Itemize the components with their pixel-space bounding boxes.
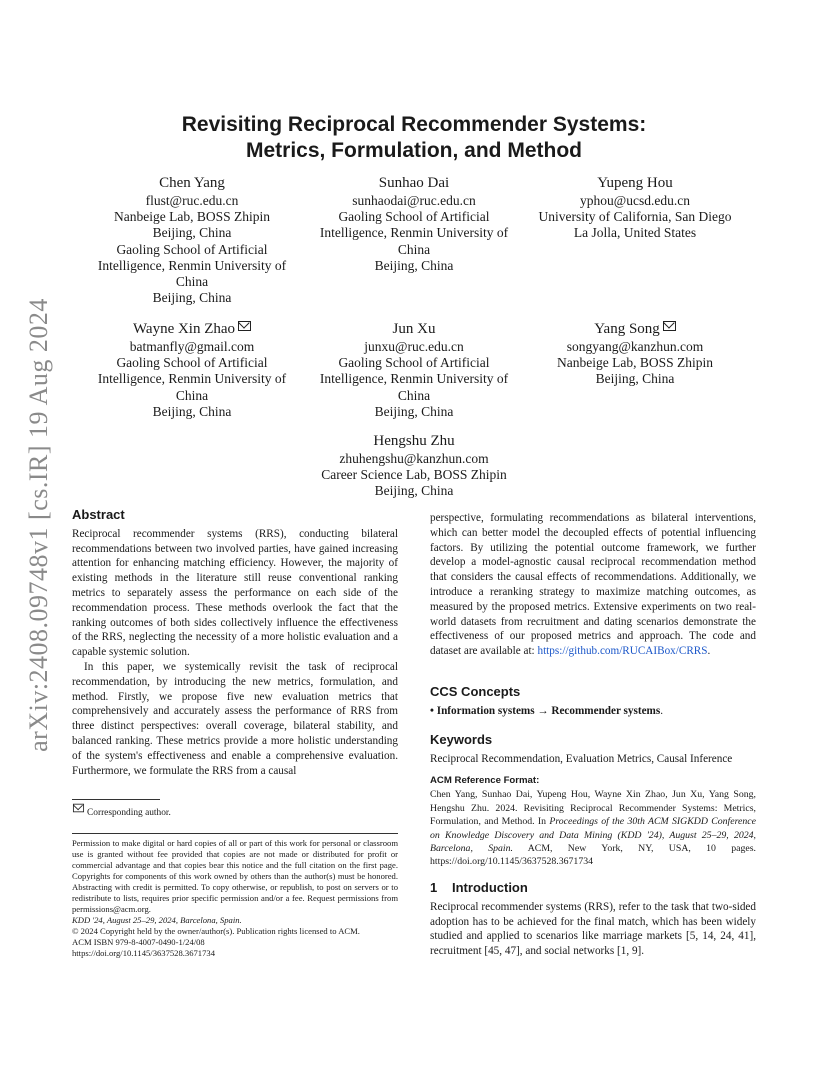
- permission-text: Permission to make digital or hard copies of all or part of this work for personal or classroom use is granted without fee provided that copies are not made or distributed for profit or commercial advantage and that copies bear this notice and the full citation on the first page. Copyrights for components of this work owned by others than the author(s) must be honored. Abstracting with credit is permitted. To copy otherwise, or republish, to post on servers or to redistribute to lists, requires prior specific permission and/or a fee. Request permissions from permissions@acm.org.: [72, 838, 398, 914]
- author-email: sunhaodai@ruc.edu.cn: [352, 193, 476, 208]
- author-affiliation: Gaoling School of Artificial: [116, 241, 268, 257]
- author-block-5: [314, 320, 514, 420]
- author-location: Beijing, China: [152, 225, 232, 241]
- author-name: Jun Xu: [392, 321, 436, 337]
- author-location: Beijing, China: [374, 403, 454, 419]
- isbn-line: ACM ISBN 979-8-4007-0490-1/24/08: [72, 937, 205, 947]
- permission-divider: [72, 833, 398, 834]
- keywords-section: [430, 733, 756, 767]
- venue-line: KDD '24, August 25–29, 2024, Barcelona, Spain.: [72, 915, 242, 925]
- author-location: Beijing, China: [595, 371, 675, 387]
- author-affiliation: China: [397, 387, 431, 403]
- author-name: Hengshu Zhu: [373, 433, 455, 449]
- introduction-heading-row: [430, 881, 756, 896]
- introduction-paragraph: Reciprocal recommender systems (RRS), refer to the task that two-sided adoption has to be achieved for the final match, which has been widely studied and applied to scenarios like marriage markets [5, 14, 24, 41], recruitment [45, 47], and social networks [1, 9].: [430, 900, 756, 958]
- author-name: Yang Song: [594, 321, 660, 337]
- title-line-1: Revisiting Reciprocal Recommender Systems:: [181, 113, 647, 136]
- keywords-text: Reciprocal Recommendation, Evaluation Metrics, Causal Inference: [430, 752, 733, 765]
- author-affiliation: Nanbeige Lab, BOSS Zhipin: [114, 209, 270, 225]
- author-location: Beijing, China: [374, 483, 454, 499]
- author-block-4: [92, 320, 292, 420]
- author-location: Beijing, China: [374, 257, 454, 273]
- introduction-heading: Introduction: [452, 880, 528, 895]
- acm-reference-text: [430, 788, 756, 868]
- title-line-2: Metrics, Formulation, and Method: [245, 139, 582, 162]
- abstract-section: [72, 508, 398, 778]
- author-affiliation: China: [175, 387, 209, 403]
- author-email: batmanfly@gmail.com: [129, 339, 255, 354]
- author-name-row: [92, 320, 292, 339]
- corresponding-footnote: [72, 803, 171, 819]
- author-block-1: [92, 174, 292, 306]
- section-number: 1: [430, 880, 438, 895]
- author-affiliation: Gaoling School of Artificial: [338, 355, 490, 371]
- abstract-end-period: .: [707, 645, 711, 658]
- abstract-continued-text: perspective, formulating recommendations as bilateral interventions, which can better model the decoupled effects of potential influencing factors. By utilizing the potential outcome framework, we further develop a model-agnostic causal reciprocal recommendation method that considers the causal effects of recommendations. Additionally, we introduce a reranking strategy to maximize matching outcomes, as measured by the proposed metrics. Extensive experiments on two real-world datasets from recruitment and dating scenarios demonstrate the effectiveness of our proposed metrics and approach. The code and dataset are available at:: [430, 512, 756, 658]
- author-affiliation: Nanbeige Lab, BOSS Zhipin: [557, 355, 713, 371]
- acm-reference-after: ACM, New York, NY, USA, 10 pages. https://doi.org/10.1145/3637528.3671734: [430, 843, 757, 868]
- author-affiliation: Gaoling School of Artificial: [338, 209, 490, 225]
- acm-reference-before: Chen Yang, Sunhao Dai, Yupeng Hou, Wayne Xin Zhao, Jun Xu, Yang Song, Hengshu Zhu. 2024. Revisiting Reciprocal Recommender Systems: Metrics, Formulation, and Method. In: [430, 789, 756, 828]
- author-affiliation: Intelligence, Renmin University of: [319, 225, 509, 241]
- abstract-paragraph-1: Reciprocal recommender systems (RRS), conducting bilateral recommendations between two involved parties, have gained increasing attention for enhancing matching efficiency. However, the majority of existing methods in the literature still reuse conventional ranking metrics to separately assess the performance on each side of the recommendation process. These methods overlook the fact that the ranking outcomes of both sides collectively influence the effectiveness of the RRS, neglecting the necessity of a more holistic evaluation and a capable systemic solution.: [72, 527, 398, 659]
- permission-block: [72, 838, 398, 959]
- author-location: La Jolla, United States: [573, 225, 697, 241]
- author-block-7: [300, 432, 528, 500]
- abstract-continuation: [430, 511, 756, 659]
- author-block-2: [314, 174, 514, 274]
- ccs-section: [430, 685, 756, 719]
- author-name: Chen Yang: [159, 175, 225, 191]
- author-affiliation: Intelligence, Renmin University of: [97, 371, 287, 387]
- abstract-paragraph-2-continued: [430, 511, 756, 659]
- ccs-item-row: [430, 704, 756, 719]
- author-name: Wayne Xin Zhao: [132, 321, 236, 337]
- acm-reference-heading: ACM Reference Format:: [430, 775, 540, 786]
- author-affiliation: China: [175, 274, 209, 290]
- ccs-end: .: [660, 704, 664, 717]
- acm-reference-venue: Proceedings of the 30th ACM SIGKDD Conference on Knowledge Discovery and Data Mining (KDD '24), August 25–29, 2024, Barcelona, Spain.: [430, 816, 756, 855]
- footnote-divider: [72, 799, 160, 800]
- introduction-section: [430, 881, 756, 959]
- ccs-item: • Information systems → Recommender systems: [430, 704, 661, 717]
- arxiv-identifier: arXiv:2408.09748v1 [cs.IR] 19 Aug 2024: [24, 298, 53, 752]
- author-block-6: [532, 320, 738, 388]
- corresponding-note: Corresponding author.: [87, 808, 171, 818]
- doi-line: https://doi.org/10.1145/3637528.3671734: [72, 948, 215, 958]
- author-email: zhuhengshu@kanzhun.com: [339, 451, 489, 466]
- author-name-row: [532, 320, 738, 339]
- envelope-icon: [73, 804, 84, 813]
- author-name: Sunhao Dai: [378, 175, 450, 191]
- author-email: junxu@ruc.edu.cn: [364, 339, 464, 354]
- author-email: songyang@kanzhun.com: [566, 339, 704, 354]
- author-affiliation: Gaoling School of Artificial: [116, 355, 268, 371]
- envelope-icon: [663, 321, 676, 331]
- abstract-heading: Abstract: [72, 507, 125, 522]
- copyright-line: © 2024 Copyright held by the owner/author(s). Publication rights licensed to ACM.: [72, 926, 360, 936]
- code-repository-link[interactable]: https://github.com/RUCAIBox/CRRS: [537, 645, 708, 658]
- acm-reference-section: [430, 774, 756, 869]
- author-name: Yupeng Hou: [597, 175, 673, 191]
- author-affiliation: Intelligence, Renmin University of: [97, 257, 287, 273]
- envelope-icon: [238, 321, 251, 331]
- author-affiliation: Career Science Lab, BOSS Zhipin: [321, 467, 507, 483]
- keywords-heading: Keywords: [430, 732, 493, 747]
- author-email: yphou@ucsd.edu.cn: [580, 193, 690, 208]
- author-affiliation: University of California, San Diego: [538, 209, 732, 225]
- author-affiliation: China: [397, 241, 431, 257]
- author-location: Beijing, China: [152, 290, 232, 306]
- ccs-heading: CCS Concepts: [430, 684, 521, 699]
- author-affiliation: Intelligence, Renmin University of: [319, 371, 509, 387]
- abstract-paragraph-2: In this paper, we systemically revisit the task of reciprocal recommendation, by introducing the new metrics, formulation, and method. Firstly, we propose five new evaluation metrics that comprehensively and accurately assess the performance of RRS from three distinct perspectives: overall coverage, bilateral stability, and balanced ranking. These metrics provide a more holistic understanding of the system's effectiveness and enable a comprehensive evaluation. Furthermore, we formulate the RRS from a causal: [72, 660, 398, 777]
- author-email: flust@ruc.edu.cn: [145, 193, 239, 208]
- paper-title: [0, 112, 828, 164]
- author-location: Beijing, China: [152, 403, 232, 419]
- arxiv-sidebar: [24, 290, 54, 760]
- author-block-3: [532, 174, 738, 242]
